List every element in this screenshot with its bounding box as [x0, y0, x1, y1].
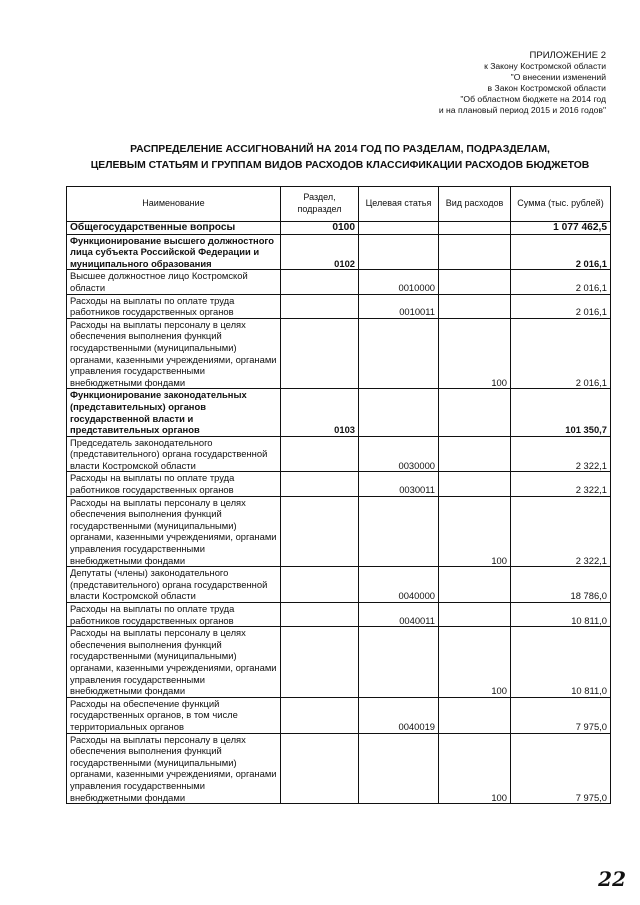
cell-sum: 2 322,1 — [511, 436, 611, 472]
cell-article: 0010011 — [359, 294, 439, 318]
cell-name: Депутаты (члены) законодательного (представительного) органа государственной власти Костромской области — [67, 567, 281, 603]
cell-section: 0102 — [281, 234, 359, 270]
cell-sum: 2 016,1 — [511, 234, 611, 270]
table-row — [67, 222, 611, 235]
cell-section — [281, 270, 359, 294]
budget-table — [66, 186, 611, 804]
column-header-article: Целевая статья — [359, 187, 439, 222]
table-row — [67, 472, 611, 496]
table-row — [67, 436, 611, 472]
cell-name: Расходы на выплаты по оплате труда работников государственных органов — [67, 472, 281, 496]
cell-name: Расходы на выплаты персоналу в целях обеспечения выполнения функций государственными (муниципальными) органами, казенными учреждениями, органами управления государственными внебюджетными фондами — [67, 496, 281, 567]
table-row — [67, 318, 611, 389]
cell-kind — [439, 697, 511, 733]
cell-name: Функционирование законодательных (представительных) органов государственной власти и представительных органов — [67, 389, 281, 436]
cell-section — [281, 603, 359, 627]
cell-article: 0040019 — [359, 697, 439, 733]
cell-name: Председатель законодательного (представительного) органа государственной власти Костромской области — [67, 436, 281, 472]
table-row — [67, 496, 611, 567]
cell-kind — [439, 294, 511, 318]
cell-sum: 2 322,1 — [511, 496, 611, 567]
table-row — [67, 389, 611, 436]
column-header-name: Наименование — [67, 187, 281, 222]
title-line: ЦЕЛЕВЫМ СТАТЬЯМ И ГРУППАМ ВИДОВ РАСХОДОВ КЛАССИФИКАЦИИ РАСХОДОВ БЮДЖЕТОВ — [90, 160, 590, 171]
cell-name: Расходы на выплаты персоналу в целях обеспечения выполнения функций государственными (муниципальными) органами, казенными учреждениями, органами управления государственными внебюджетными фондами — [67, 627, 281, 698]
cell-sum: 1 077 462,5 — [511, 222, 611, 235]
cell-article — [359, 222, 439, 235]
cell-name: Функционирование высшего должностного лица субъекта Российской Федерации и муниципального образования — [67, 234, 281, 270]
cell-sum: 10 811,0 — [511, 603, 611, 627]
cell-kind — [439, 603, 511, 627]
cell-kind: 100 — [439, 318, 511, 389]
cell-kind — [439, 436, 511, 472]
appendix-line: к Закону Костромской области — [484, 61, 606, 71]
cell-name: Расходы на выплаты по оплате труда работников государственных органов — [67, 294, 281, 318]
cell-article — [359, 733, 439, 804]
cell-article: 0010000 — [359, 270, 439, 294]
cell-kind — [439, 270, 511, 294]
cell-article: 0030011 — [359, 472, 439, 496]
cell-section — [281, 733, 359, 804]
cell-sum: 2 322,1 — [511, 472, 611, 496]
table-row — [67, 627, 611, 698]
cell-name: Расходы на выплаты персоналу в целях обеспечения выполнения функций государственными (муниципальными) органами, казенными учреждениями, органами управления государственными внебюджетными фондами — [67, 318, 281, 389]
cell-name: Расходы на выплаты персоналу в целях обеспечения выполнения функций государственными (муниципальными) органами, казенными учреждениями, органами управления государственными внебюджетными фондами — [67, 733, 281, 804]
cell-article: 0040011 — [359, 603, 439, 627]
table-row — [67, 270, 611, 294]
cell-kind — [439, 472, 511, 496]
table-row — [67, 294, 611, 318]
appendix-header — [439, 50, 606, 116]
cell-section — [281, 436, 359, 472]
appendix-line: "Об областном бюджете на 2014 год — [460, 94, 606, 104]
cell-sum: 7 975,0 — [511, 733, 611, 804]
cell-kind — [439, 389, 511, 436]
cell-section — [281, 472, 359, 496]
cell-article — [359, 318, 439, 389]
column-header-section: Раздел, подраздел — [281, 187, 359, 222]
cell-sum: 2 016,1 — [511, 294, 611, 318]
cell-section: 0103 — [281, 389, 359, 436]
cell-section — [281, 697, 359, 733]
column-header-sum: Сумма (тыс. рублей) — [511, 187, 611, 222]
cell-name: Высшее должностное лицо Костромской области — [67, 270, 281, 294]
page-number: 22 — [598, 867, 626, 891]
table-body — [67, 222, 611, 804]
cell-kind: 100 — [439, 733, 511, 804]
cell-article — [359, 234, 439, 270]
cell-name: Расходы на выплаты по оплате труда работников государственных органов — [67, 603, 281, 627]
cell-section — [281, 318, 359, 389]
cell-section: 0100 — [281, 222, 359, 235]
appendix-line: в Закон Костромской области — [487, 83, 606, 93]
appendix-line: "О внесении изменений — [510, 72, 606, 82]
cell-article — [359, 627, 439, 698]
cell-kind: 100 — [439, 627, 511, 698]
appendix-line: ПРИЛОЖЕНИЕ 2 — [529, 50, 606, 61]
cell-article: 0030000 — [359, 436, 439, 472]
cell-kind — [439, 222, 511, 235]
cell-article — [359, 496, 439, 567]
table-header-row — [67, 187, 611, 222]
cell-name: Расходы на обеспечение функций государственных органов, в том числе территориальных органов — [67, 697, 281, 733]
table-row — [67, 733, 611, 804]
table-row — [67, 603, 611, 627]
cell-kind: 100 — [439, 496, 511, 567]
title-line: РАСПРЕДЕЛЕНИЕ АССИГНОВАНИЙ НА 2014 ГОД ПО РАЗДЕЛАМ, ПОДРАЗДЕЛАМ, — [130, 144, 550, 155]
cell-name: Общегосударственные вопросы — [67, 222, 281, 235]
cell-sum: 7 975,0 — [511, 697, 611, 733]
cell-sum: 101 350,7 — [511, 389, 611, 436]
cell-sum: 18 786,0 — [511, 567, 611, 603]
table-row — [67, 697, 611, 733]
table-row — [67, 234, 611, 270]
cell-sum: 2 016,1 — [511, 318, 611, 389]
table-row — [67, 567, 611, 603]
cell-sum: 10 811,0 — [511, 627, 611, 698]
document-title — [60, 142, 620, 174]
cell-kind — [439, 234, 511, 270]
cell-kind — [439, 567, 511, 603]
cell-section — [281, 567, 359, 603]
cell-sum: 2 016,1 — [511, 270, 611, 294]
cell-article — [359, 389, 439, 436]
cell-section — [281, 496, 359, 567]
cell-section — [281, 294, 359, 318]
cell-section — [281, 627, 359, 698]
column-header-kind: Вид расходов — [439, 187, 511, 222]
cell-article: 0040000 — [359, 567, 439, 603]
appendix-line: и на плановый период 2015 и 2016 годов" — [438, 105, 606, 115]
